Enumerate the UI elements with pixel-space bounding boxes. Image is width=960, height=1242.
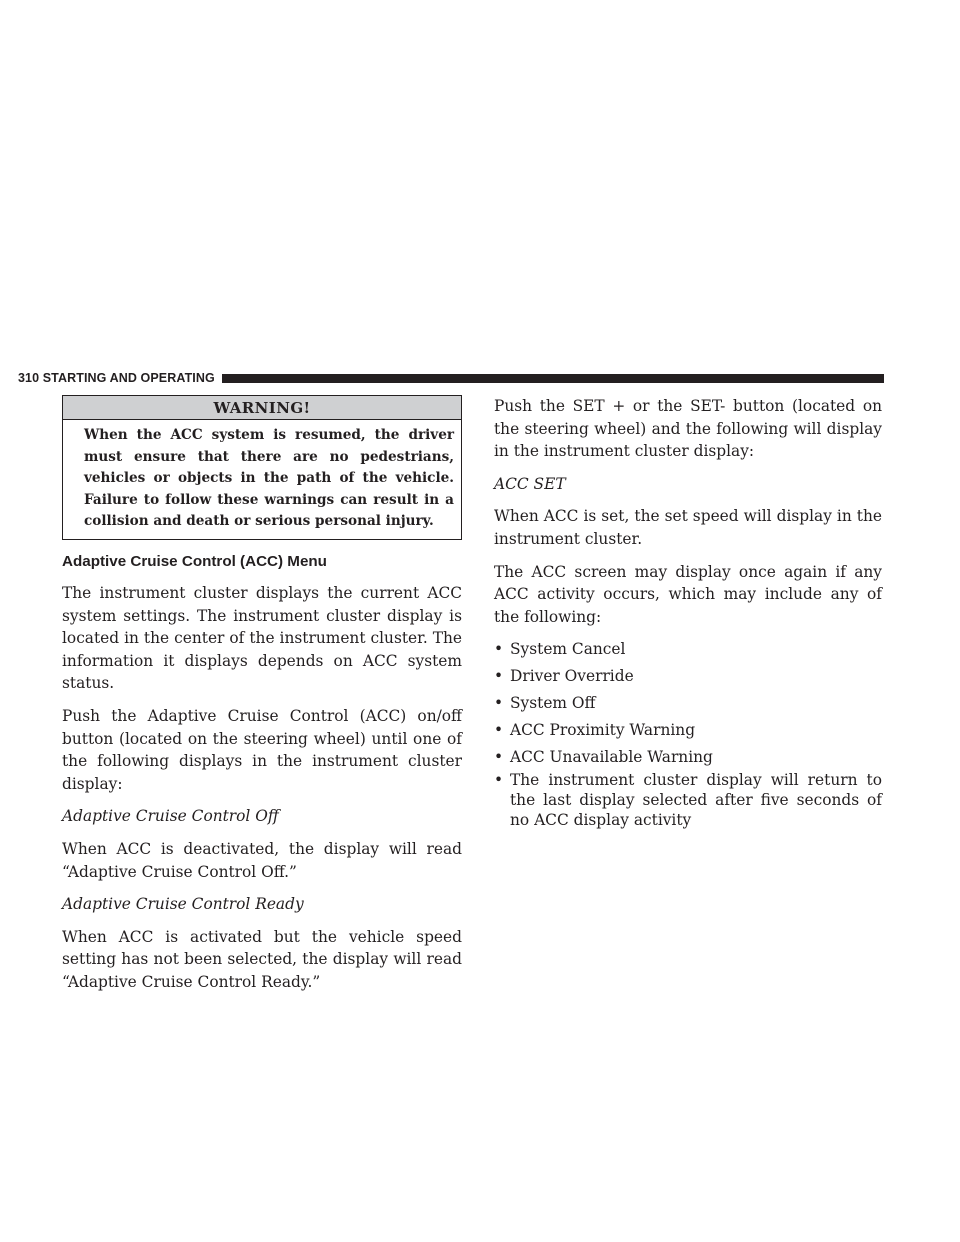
- subheading: Adaptive Cruise Control Ready: [62, 895, 304, 914]
- paragraph: When ACC is deactivated, the display will read “Adaptive Cruise Control Off.”: [62, 839, 462, 881]
- paragraph: Push the SET + or the SET- button (located on the steering wheel) and the following will display in the instrument cluster display:: [494, 397, 882, 461]
- right-column: [494, 395, 882, 834]
- bullet-icon: •: [494, 770, 504, 789]
- list-item: • The instrument cluster display will return to the last display selected after five seconds of no ACC display activity: [494, 770, 882, 829]
- paragraph: Push the Adaptive Cruise Control (ACC) on/off button (located on the steering wheel) until one of the following displays in the instrument cluster display:: [62, 706, 462, 793]
- page-number-section: 310 STARTING AND OPERATING: [18, 371, 215, 385]
- subheading: Adaptive Cruise Control Off: [62, 807, 279, 826]
- list-item: • ACC Unavailable Warning: [494, 746, 882, 769]
- left-column: [62, 395, 462, 1003]
- bullet-icon: •: [494, 694, 504, 713]
- paragraph: When ACC is activated but the vehicle speed setting has not been selected, the display will read “Adaptive Cruise Control Ready.”: [62, 927, 462, 991]
- paragraph: The instrument cluster displays the current ACC system settings. The instrument cluster display is located in the center of the instrument cluster. The information it displays depends on ACC system status.: [62, 583, 462, 693]
- list-item: • System Off: [494, 692, 882, 715]
- warning-title: WARNING!: [63, 396, 461, 420]
- bullet-icon: •: [494, 640, 504, 659]
- section-heading: Adaptive Cruise Control (ACC) Menu: [62, 552, 327, 570]
- warning-text: When the ACC system is resumed, the driver must ensure that there are no pedestrians, vehicles or objects in the path of the vehicle. Failure to follow these warnings can result in a collision and death or serious personal injury.: [84, 427, 454, 530]
- bullet-icon: •: [494, 667, 504, 686]
- list-item: • Driver Override: [494, 665, 882, 688]
- bullet-icon: •: [494, 747, 504, 766]
- bullet-icon: •: [494, 721, 504, 740]
- bullet-list: [494, 638, 882, 829]
- subheading: ACC SET: [494, 474, 566, 493]
- page-header: [18, 371, 884, 385]
- list-item: • System Cancel: [494, 638, 882, 661]
- paragraph: When ACC is set, the set speed will display in the instrument cluster.: [494, 507, 882, 548]
- warning-box: [62, 395, 462, 540]
- paragraph: The ACC screen may display once again if any ACC activity occurs, which may include any of the following:: [494, 562, 882, 626]
- header-rule: [222, 374, 884, 383]
- list-item: • ACC Proximity Warning: [494, 719, 882, 742]
